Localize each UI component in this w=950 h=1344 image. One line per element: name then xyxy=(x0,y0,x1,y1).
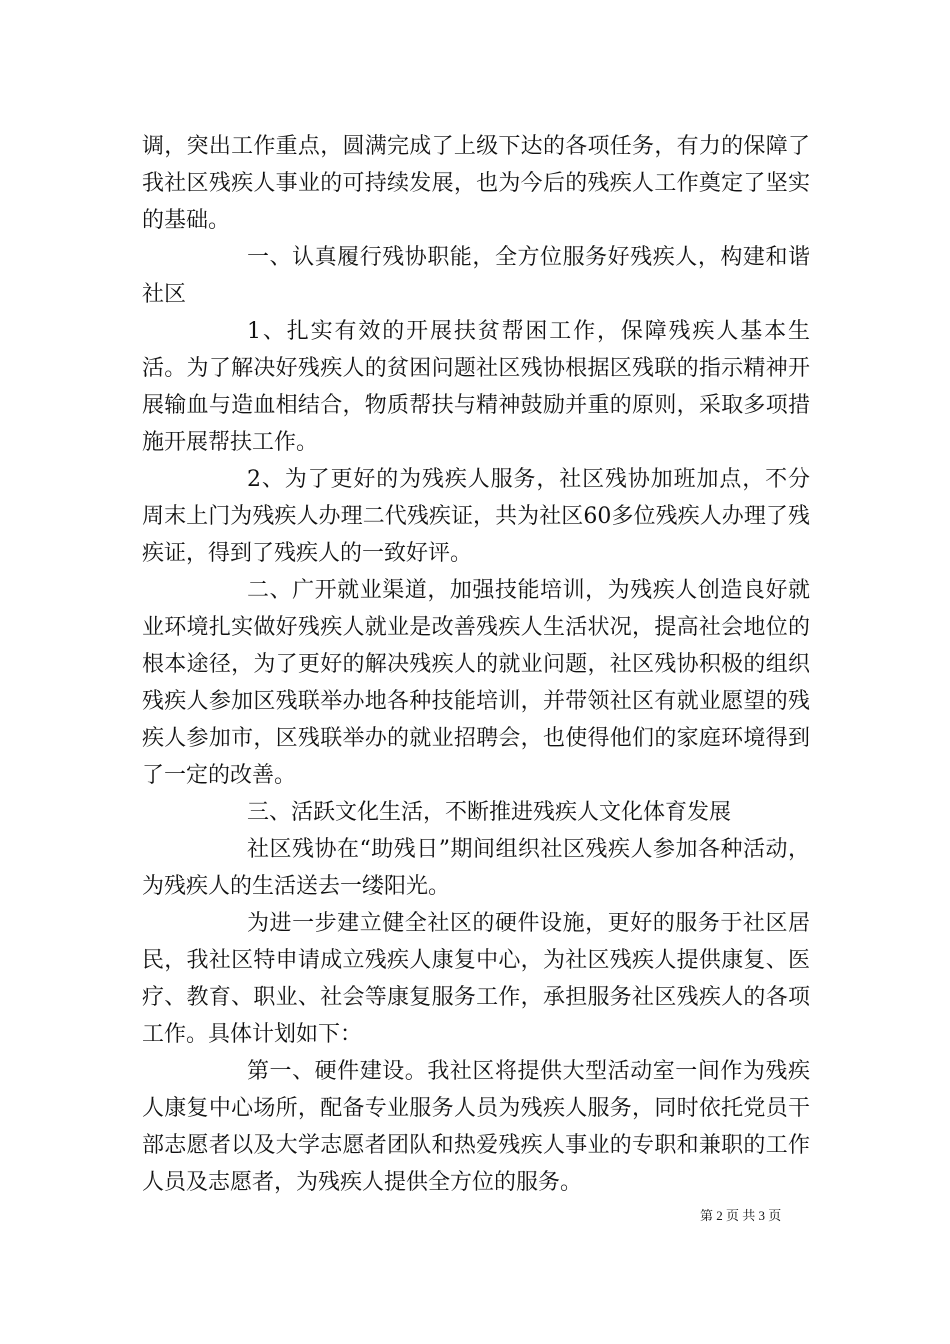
paragraph-hardware-plan: 第一、硬件建设。我社区将提供大型活动室一间作为残疾人康复中心场所，配备专业服务人员为残疾人服务，同时依托党员干部志愿者以及大学志愿者团队和热爱残疾人事业的专职和兼职的工作人员及志愿者，为残疾人提供全方位的服务。 xyxy=(142,1059,810,1195)
paragraph-continuation: 调，突出工作重点，圆满完成了上级下达的各项任务，有力的保障了我社区残疾人事业的可持续发展，也为今后的残疾人工作奠定了坚实的基础。 xyxy=(142,134,810,233)
document-body xyxy=(142,128,810,1201)
section-heading-2: 二、广开就业渠道，加强技能培训，为残疾人创造良好就业环境扎实做好残疾人就业是改善残疾人生活状况，提高社会地位的根本途径，为了更好的解决残疾人的就业问题，社区残协积极的组织残疾人参加区残联举办地各种技能培训，并带领社区有就业愿望的残疾人参加市，区残联举办的就业招聘会，也使得他们的家庭环境得到了一定的改善。 xyxy=(142,578,810,788)
section-heading-1: 一、认真履行残协职能，全方位服务好残疾人，构建和谐社区 xyxy=(142,245,810,307)
page-number-footer: 第 2 页 共 3 页 xyxy=(700,1208,782,1223)
paragraph-disability-day: 社区残协在“助残日”期间组织社区残疾人参加各种活动，为残疾人的生活送去一缕阳光。 xyxy=(142,837,810,899)
section-heading-3: 三、活跃文化生活，不断推进残疾人文化体育发展 xyxy=(247,800,732,825)
paragraph-rehab-center: 为进一步建立健全社区的硬件设施，更好的服务于社区居民，我社区特申请成立残疾人康复中心，为社区残疾人提供康复、医疗、教育、职业、社会等康复服务工作，承担服务社区残疾人的各项工作。具体计划如下： xyxy=(142,911,810,1047)
paragraph-item-2: 2、为了更好的为残疾人服务，社区残协加班加点，不分周末上门为残疾人办理二代残疾证，共为社区60多位残疾人办理了残疾证，得到了残疾人的一致好评。 xyxy=(142,467,810,566)
paragraph-item-1: 1、扎实有效的开展扶贫帮困工作，保障残疾人基本生活。为了解决好残疾人的贫困问题社区残协根据区残联的指示精神开展输血与造血相结合，物质帮扶与精神鼓励并重的原则，采取多项措施开展帮扶工作。 xyxy=(142,319,810,455)
